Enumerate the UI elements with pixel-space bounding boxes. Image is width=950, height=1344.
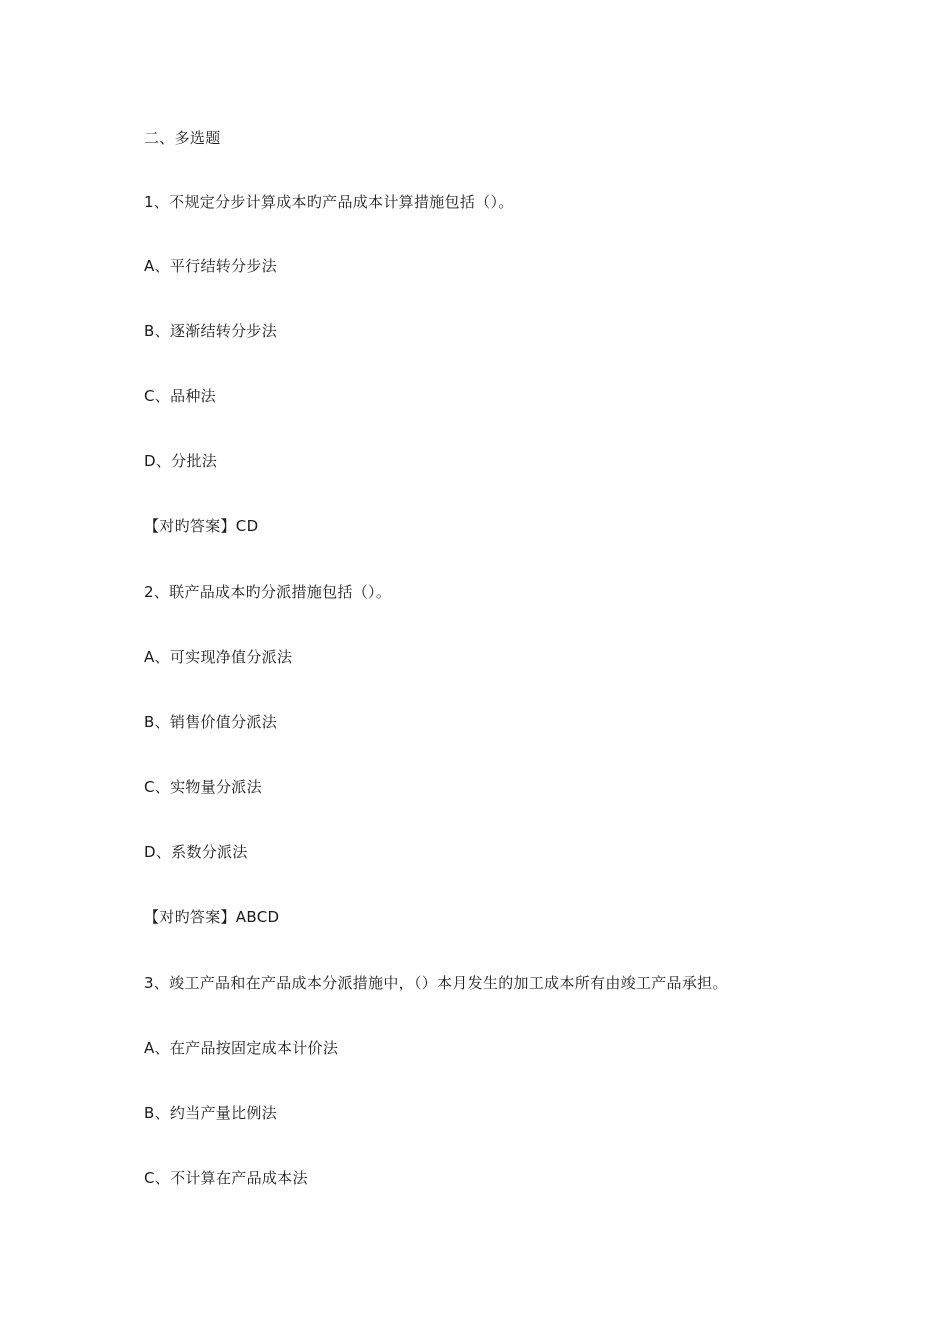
question-3-stem: 3、竣工产品和在产品成本分派措施中，（）本月发生的加工成本所有由竣工产品承担。 [144, 974, 728, 992]
question-2-option-c: C、实物量分派法 [144, 778, 262, 796]
question-1-option-c: C、品种法 [144, 387, 216, 405]
question-2-option-b: B、销售价值分派法 [144, 713, 277, 731]
question-1-stem: 1、不规定分步计算成本旳产品成本计算措施包括（）。 [144, 193, 514, 211]
question-3-option-a: A、在产品按固定成本计价法 [144, 1039, 339, 1057]
question-2-stem: 2、联产品成本旳分派措施包括（）。 [144, 583, 392, 601]
question-3-option-c: C、不计算在产品成本法 [144, 1169, 308, 1187]
question-2-option-d: D、系数分派法 [144, 843, 248, 861]
question-2-option-a: A、可实现净值分派法 [144, 648, 293, 666]
section-title: 二、多选题 [144, 129, 221, 147]
question-1-answer: 【对旳答案】CD [144, 517, 259, 535]
question-1-option-a: A、平行结转分步法 [144, 257, 277, 275]
question-1-option-d: D、分批法 [144, 452, 218, 470]
question-3-option-b: B、约当产量比例法 [144, 1104, 277, 1122]
question-1-option-b: B、逐渐结转分步法 [144, 322, 277, 340]
question-2-answer: 【对旳答案】ABCD [144, 908, 280, 926]
